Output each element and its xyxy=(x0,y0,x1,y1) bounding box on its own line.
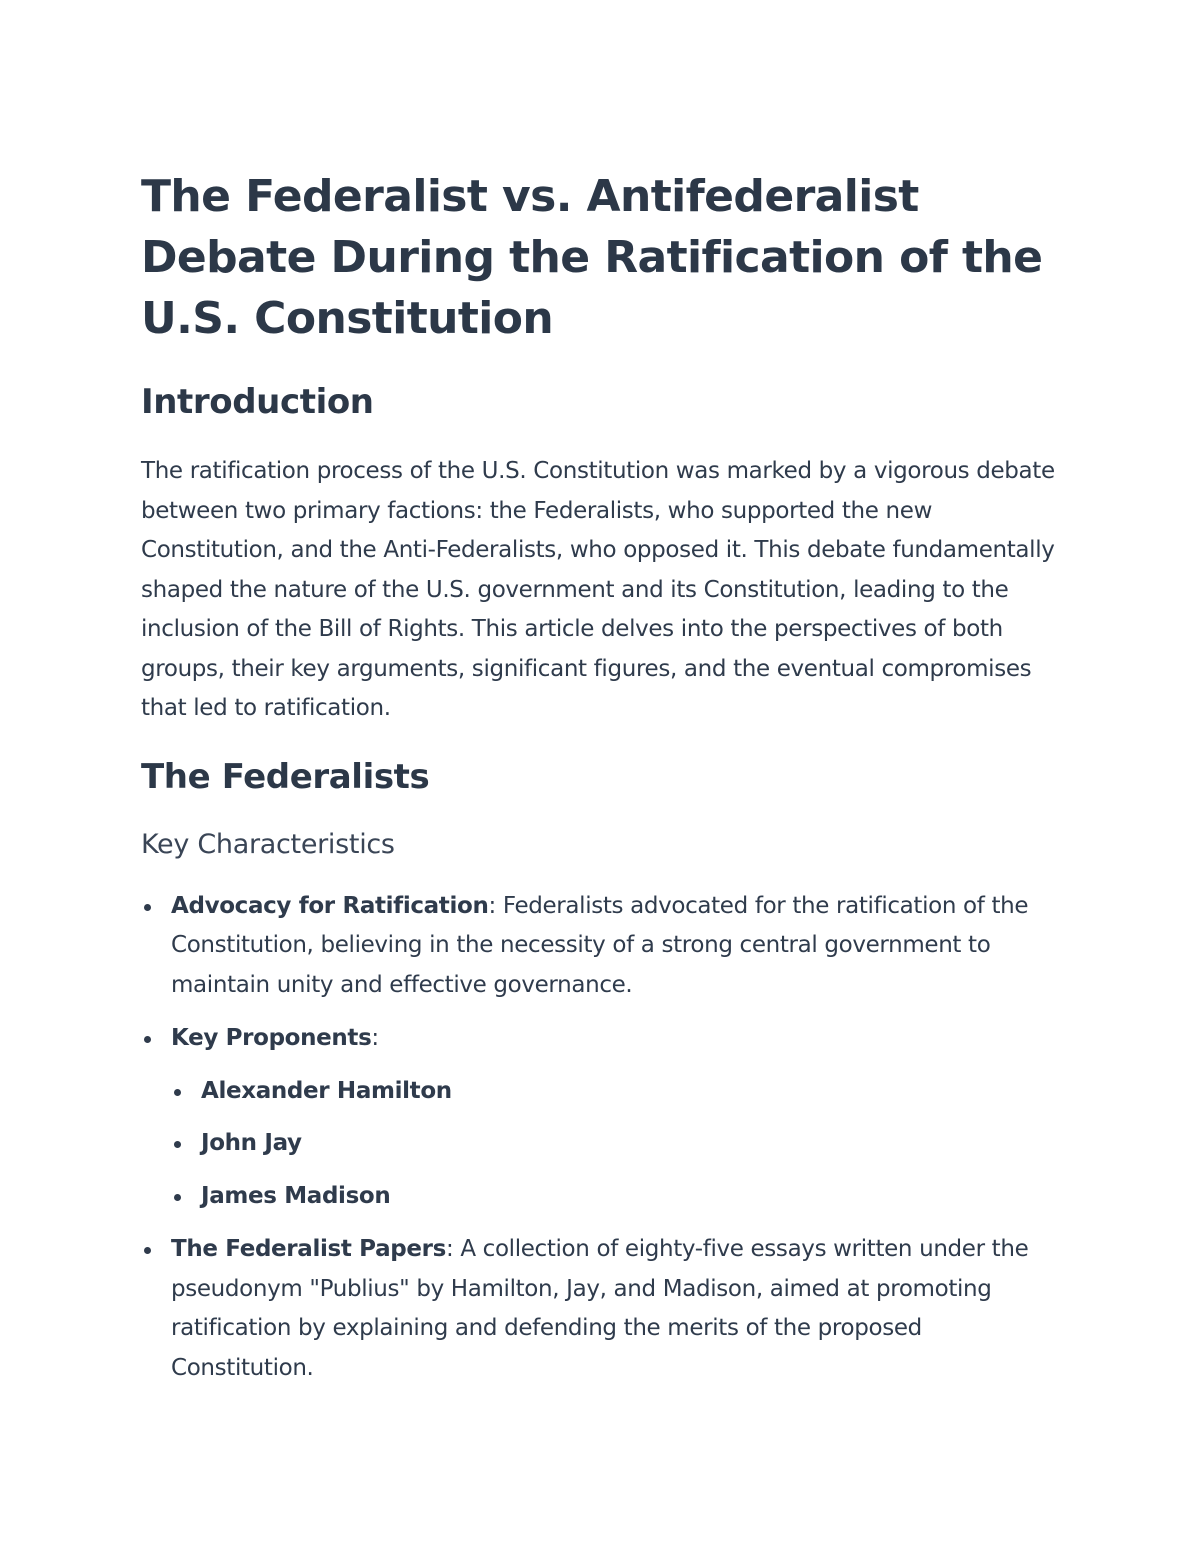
list-item-term: The Federalist Papers xyxy=(171,1236,446,1262)
sub-list-item: John Jay xyxy=(171,1124,1041,1164)
list-item-text: : A collection of eighty-five essays written under the pseudonym "Publius" by Hamilton, Jay, and Madison, aimed at promoting ratification by explaining and defending the merits of the proposed Constitution. xyxy=(171,1236,1029,1381)
key-characteristics-heading: Key Characteristics xyxy=(141,828,395,860)
document-title: The Federalist vs. Antifederalist Debate During the Ratification of the U.S. Constitution xyxy=(141,171,1043,344)
sub-list-item: James Madison xyxy=(171,1177,1041,1217)
list-item-text: : Federalists advocated for the ratification of the Constitution, believing in the necessity of a strong central government to maintain unity and effective governance. xyxy=(171,892,1029,998)
sub-list-item: Alexander Hamilton xyxy=(171,1072,1041,1112)
key-proponents-list xyxy=(171,1072,1041,1217)
document-page xyxy=(141,166,1071,1388)
introduction-paragraph: The ratification process of the U.S. Constitution was marked by a vigorous debate between two primary factions: the Federalists, who supported the new Constitution, and the Anti-Federalists, who opposed it. This debate fundamentally shaped the nature of the U.S. government and its Constitution, leading to the inclusion of the Bill of Rights. This article delves into the perspectives of both groups, their key arguments, significant figures, and the eventual compromises that led to ratification. xyxy=(141,458,1055,721)
list-item xyxy=(141,1230,1041,1388)
list-item-text: : xyxy=(371,1025,379,1051)
list-item xyxy=(141,1019,1041,1216)
federalists-characteristics-list xyxy=(141,887,1041,1389)
federalists-heading: The Federalists xyxy=(141,756,430,797)
list-item-term: Advocacy for Ratification xyxy=(171,892,489,919)
list-item-term: Key Proponents xyxy=(171,1025,372,1051)
introduction-heading: Introduction xyxy=(141,382,374,422)
list-item xyxy=(141,887,1041,1006)
